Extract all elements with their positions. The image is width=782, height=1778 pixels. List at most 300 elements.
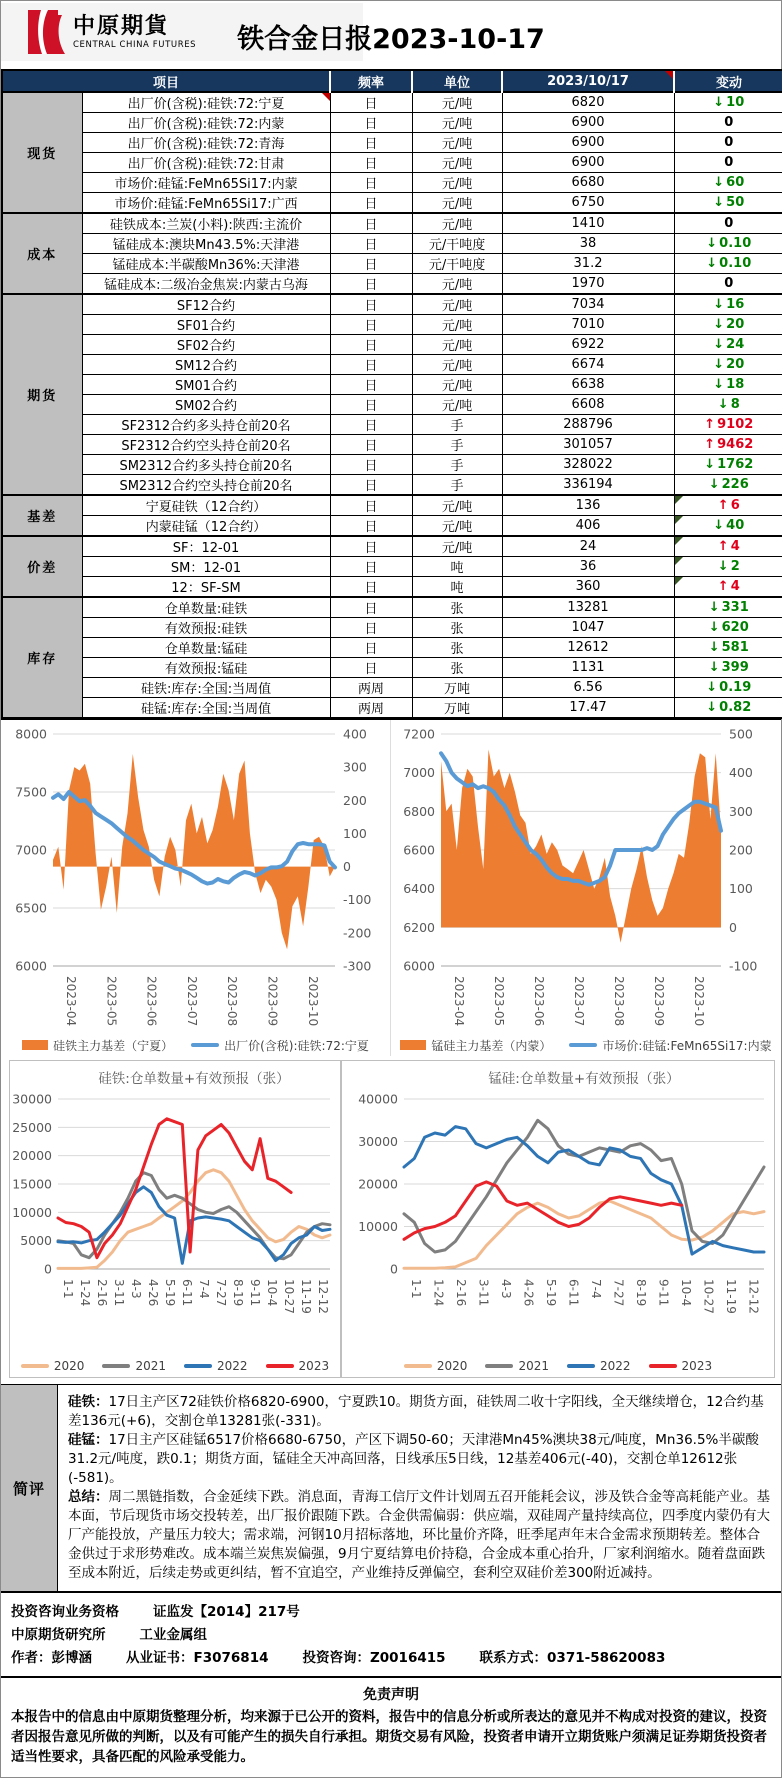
value-cell: 1131: [502, 658, 674, 678]
qualification-number: 证监发【2014】217号: [153, 1604, 300, 1620]
table-row: [2, 638, 782, 658]
right-axis-tick: 100: [343, 825, 367, 841]
item-cell: 仓单数量:锰硅: [82, 638, 330, 658]
value-cell: 36: [502, 557, 674, 577]
chart-canvas-mn-receipts: [342, 1063, 774, 1355]
comment-lead: 硅锰：: [68, 1432, 109, 1448]
table-row: [2, 658, 782, 678]
change-cell: 0: [674, 274, 782, 295]
legend-entry: [404, 1359, 468, 1373]
arrow-down-icon: ↓: [713, 297, 725, 312]
arrow-up-icon: ↑: [717, 498, 729, 513]
value-cell: 6.56: [502, 678, 674, 698]
left-axis-tick: 6400: [403, 881, 435, 897]
left-axis-tick: 30000: [12, 1091, 52, 1107]
x-axis-label: 2023-07: [572, 976, 586, 1027]
value-cell: 288796: [502, 415, 674, 435]
x-axis-label: 4-3: [498, 1279, 513, 1299]
item-cell: SM02合约: [82, 395, 330, 415]
x-axis-label: 12-12: [746, 1279, 761, 1314]
value-cell: 6900: [502, 113, 674, 133]
frequency-cell: 日: [330, 92, 412, 113]
unit-cell: 万吨: [412, 678, 502, 698]
table-row: [2, 395, 782, 415]
disclaimer-section: [1, 1678, 781, 1777]
change-value: 10: [726, 95, 745, 110]
unit-cell: 张: [412, 638, 502, 658]
right-axis-tick: 400: [729, 765, 753, 781]
header-frequency: 频率: [330, 70, 412, 92]
legend-swatch-icon: [21, 1364, 49, 1368]
table-row: [2, 557, 782, 577]
frequency-cell: 两周: [330, 698, 412, 719]
value-cell: 406: [502, 516, 674, 537]
frequency-cell: 日: [330, 294, 412, 315]
table-row: [2, 435, 782, 455]
arrow-down-icon: ↓: [713, 95, 725, 110]
unit-cell: 张: [412, 618, 502, 638]
change-cell: [674, 315, 782, 335]
frequency-cell: 日: [330, 495, 412, 516]
x-axis-label: 2023-06: [532, 976, 546, 1027]
chart-legend: [10, 1355, 340, 1377]
frequency-cell: 日: [330, 435, 412, 455]
chart-canvas-mn-basis: [391, 722, 779, 1034]
right-axis-tick: -200: [343, 925, 372, 941]
x-axis-label: 10-27: [281, 1279, 296, 1314]
category-cell: 期货: [2, 294, 82, 495]
x-axis-label: 2023-10: [692, 976, 706, 1027]
legend-swatch-icon: [485, 1364, 513, 1368]
value-cell: 6900: [502, 153, 674, 173]
arrow-up-icon: ↑: [704, 437, 716, 452]
left-axis-tick: 20000: [358, 1176, 398, 1192]
category-cell: 基差: [2, 495, 82, 536]
legend-entry: [22, 1037, 173, 1054]
change-value: 60: [726, 175, 745, 190]
item-cell: SF02合约: [82, 335, 330, 355]
unit-cell: 元/吨: [412, 92, 502, 113]
comment-section: [1, 1384, 781, 1591]
comment-paragraph: 硅铁：17日主产区72硅铁价格6820-6900，宁夏跌10。期货方面，硅铁周二收十字阳线，全天继续增仓，12合约基差136元(+6)，交割仓单13281张(-331)。: [68, 1394, 764, 1429]
left-axis-tick: 6000: [15, 958, 47, 974]
legend-swatch-icon: [567, 1364, 595, 1368]
table-row: [2, 516, 782, 537]
change-cell: [674, 597, 782, 618]
value-cell: 301057: [502, 435, 674, 455]
right-axis-tick: 200: [343, 792, 367, 808]
left-axis-tick: 0: [390, 1261, 398, 1277]
item-cell: 硅铁:库存:全国:当周值: [82, 678, 330, 698]
frequency-cell: 日: [330, 597, 412, 618]
footer-credentials: [1, 1591, 781, 1678]
frequency-cell: 日: [330, 516, 412, 537]
change-value: 16: [726, 297, 745, 312]
item-cell: SF01合约: [82, 315, 330, 335]
unit-cell: 元/吨: [412, 274, 502, 295]
unit-cell: 元/吨: [412, 335, 502, 355]
change-value: 9102: [717, 417, 754, 432]
change-value: 4: [730, 539, 740, 554]
arrow-down-icon: ↓: [713, 175, 725, 190]
item-cell: SF：12-01: [82, 536, 330, 557]
unit-cell: 元/吨: [412, 355, 502, 375]
right-axis-tick: -300: [343, 958, 372, 974]
table-row: [2, 495, 782, 516]
value-cell: 336194: [502, 475, 674, 496]
chart-sf-basis: [1, 720, 391, 1056]
item-cell: 市场价:硅锰:FeMn65Si17:内蒙: [82, 173, 330, 193]
table-row: [2, 113, 782, 133]
x-axis-label: 10-27: [701, 1279, 716, 1314]
change-cell: [674, 375, 782, 395]
frequency-cell: 日: [330, 213, 412, 234]
frequency-cell: 日: [330, 577, 412, 598]
item-cell: 锰硅成本:半碳酸Mn36%:天津港: [82, 254, 330, 274]
arrow-down-icon: ↓: [713, 357, 725, 372]
legend-swatch-icon: [22, 1040, 48, 1050]
legend-swatch-icon: [102, 1364, 130, 1368]
x-axis-label: 5-19: [543, 1279, 558, 1307]
left-axis-tick: 5000: [20, 1233, 52, 1249]
left-axis-tick: 40000: [358, 1091, 398, 1107]
x-axis-label: 2023-05: [104, 976, 119, 1027]
item-cell: 仓单数量:硅铁: [82, 597, 330, 618]
page-title: 铁合金日报2023-10-17: [237, 24, 545, 55]
unit-cell: 张: [412, 658, 502, 678]
arrow-down-icon: ↓: [708, 640, 720, 655]
left-axis-tick: 7500: [15, 784, 47, 800]
unit-cell: 张: [412, 597, 502, 618]
area-series: [441, 750, 721, 943]
value-cell: 7034: [502, 294, 674, 315]
change-cell: 0: [674, 213, 782, 234]
x-axis-label: 7-27: [213, 1279, 228, 1307]
value-cell: 38: [502, 234, 674, 254]
chart-title: 硅铁:仓单数量+有效预报（张）: [98, 1071, 290, 1087]
chart-legend: [391, 1034, 781, 1056]
category-cell: 价差: [2, 536, 82, 597]
header-change: 变动: [674, 70, 782, 92]
chart-sf-receipts: [9, 1060, 341, 1378]
right-axis-tick: 0: [729, 919, 737, 935]
item-cell: SM01合约: [82, 375, 330, 395]
value-cell: 6922: [502, 335, 674, 355]
left-axis-tick: 7000: [403, 765, 435, 781]
x-axis-label: 1-1: [60, 1279, 75, 1299]
value-cell: 24: [502, 536, 674, 557]
unit-cell: 元/吨: [412, 173, 502, 193]
line-series: [404, 1182, 682, 1239]
frequency-cell: 两周: [330, 678, 412, 698]
frequency-cell: 日: [330, 415, 412, 435]
unit-cell: 元/吨: [412, 536, 502, 557]
legend-label: 市场价:硅锰:FeMn65Si17:内蒙: [602, 1038, 772, 1053]
chart-legend: [1, 1034, 390, 1056]
legend-entry: [400, 1037, 551, 1054]
category-cell: 库存: [2, 597, 82, 718]
x-axis-label: 2023-05: [492, 976, 506, 1027]
value-cell: 6750: [502, 193, 674, 214]
frequency-cell: 日: [330, 658, 412, 678]
value-cell: 17.47: [502, 698, 674, 719]
table-row: [2, 618, 782, 638]
change-value: 6: [730, 498, 740, 513]
value-cell: 12612: [502, 638, 674, 658]
chart-mn-basis: [391, 720, 781, 1056]
logo-cn-text: 中原期貨: [73, 12, 170, 39]
x-axis-label: 2-16: [453, 1279, 468, 1307]
change-cell: [674, 495, 782, 516]
legend-entry: [102, 1359, 166, 1373]
table-row: [2, 536, 782, 557]
left-axis-tick: 10000: [358, 1219, 398, 1234]
value-cell: 6900: [502, 133, 674, 153]
arrow-down-icon: ↓: [708, 660, 720, 675]
item-cell: 12：SF-SM: [82, 577, 330, 598]
right-axis-tick: 400: [343, 726, 367, 742]
left-axis-tick: 6800: [403, 803, 435, 819]
author-name: 作者：彭博涵: [11, 1650, 92, 1666]
change-value: 620: [721, 620, 749, 635]
left-axis-tick: 8000: [15, 726, 47, 742]
item-cell: 锰硅成本:澳块Mn43.5%:天津港: [82, 234, 330, 254]
x-axis-label: 6-11: [566, 1279, 581, 1307]
left-axis-tick: 30000: [358, 1134, 398, 1149]
arrow-down-icon: ↓: [708, 620, 720, 635]
x-axis-label: 2023-07: [184, 976, 199, 1027]
value-cell: 1970: [502, 274, 674, 295]
unit-cell: 手: [412, 435, 502, 455]
x-axis-label: 10-4: [678, 1279, 693, 1307]
unit-cell: 元/吨: [412, 495, 502, 516]
x-axis-label: 8-19: [633, 1279, 648, 1307]
legend-swatch-icon: [191, 1043, 219, 1047]
table-row: [2, 234, 782, 254]
change-cell: [674, 698, 782, 719]
group-name: 工业金属组: [139, 1627, 207, 1643]
arrow-up-icon: ↑: [704, 417, 716, 432]
arrow-down-icon: ↓: [706, 256, 718, 271]
unit-cell: 元/吨: [412, 395, 502, 415]
arrow-down-icon: ↓: [713, 195, 725, 210]
change-cell: [674, 294, 782, 315]
chart-legend: [342, 1355, 774, 1377]
frequency-cell: 日: [330, 455, 412, 475]
legend-swatch-icon: [184, 1364, 212, 1368]
x-axis-label: 2023-09: [652, 976, 666, 1027]
change-value: 0.19: [719, 680, 752, 695]
right-axis-tick: -100: [343, 892, 372, 908]
legend-label: 2022: [217, 1359, 248, 1373]
table-row: [2, 698, 782, 719]
qualification-label: 投资咨询业务资格: [11, 1604, 119, 1620]
table-row: [2, 254, 782, 274]
item-cell: SM2312合约空头持仓前20名: [82, 475, 330, 496]
change-value: 2: [730, 559, 740, 574]
left-axis-tick: 7200: [403, 726, 435, 742]
change-cell: [674, 516, 782, 537]
arrow-down-icon: ↓: [717, 559, 729, 574]
x-axis-label: 1-24: [77, 1279, 92, 1307]
change-cell: [674, 678, 782, 698]
unit-cell: 元/吨: [412, 315, 502, 335]
item-cell: 出厂价(含税):硅铁:72:内蒙: [82, 113, 330, 133]
item-cell: SM12合约: [82, 355, 330, 375]
unit-cell: 元/干吨度: [412, 234, 502, 254]
legend-entry: [569, 1037, 771, 1054]
change-cell: [674, 435, 782, 455]
header-date: 2023/10/17: [502, 70, 674, 92]
arrow-down-icon: ↓: [713, 518, 725, 533]
value-cell: 7010: [502, 315, 674, 335]
change-cell: [674, 475, 782, 496]
unit-cell: 元/干吨度: [412, 254, 502, 274]
table-row: [2, 133, 782, 153]
item-cell: 锰硅成本:二级冶金焦炭:内蒙古乌海: [82, 274, 330, 295]
legend-label: 2020: [436, 1359, 468, 1373]
change-value: 331: [721, 600, 749, 615]
change-value: 20: [726, 317, 745, 332]
change-cell: [674, 173, 782, 193]
x-axis-label: 4-26: [145, 1279, 160, 1307]
header-unit: 单位: [412, 70, 502, 92]
change-cell: 0: [674, 133, 782, 153]
table-row: [2, 213, 782, 234]
logo-en-text: CENTRAL CHINA FUTURES: [73, 39, 197, 50]
left-axis-tick: 20000: [12, 1148, 52, 1164]
x-axis-label: 12-12: [315, 1279, 330, 1314]
basis-charts-row: [1, 719, 781, 1056]
table-row: [2, 375, 782, 395]
unit-cell: 手: [412, 415, 502, 435]
unit-cell: 吨: [412, 557, 502, 577]
chart-mn-receipts: [341, 1060, 775, 1378]
table-header-row: [2, 70, 782, 92]
table-row: [2, 355, 782, 375]
change-cell: [674, 92, 782, 113]
frequency-cell: 日: [330, 375, 412, 395]
frequency-cell: 日: [330, 557, 412, 577]
change-value: 1762: [717, 457, 754, 472]
legend-entry: [567, 1359, 631, 1373]
item-cell: SM：12-01: [82, 557, 330, 577]
table-row: [2, 274, 782, 295]
line-series: [404, 1127, 764, 1255]
item-cell: SF2312合约多头持仓前20名: [82, 415, 330, 435]
change-value: 40: [726, 518, 745, 533]
comment-label: 简评: [1, 1385, 58, 1591]
frequency-cell: 日: [330, 536, 412, 557]
table-row: [2, 315, 782, 335]
legend-label: 2021: [135, 1359, 166, 1373]
left-axis-tick: 6500: [15, 900, 47, 916]
change-cell: [674, 335, 782, 355]
change-value: 8: [730, 397, 740, 412]
logo-texts: [73, 12, 197, 50]
x-axis-label: 4-3: [128, 1279, 143, 1299]
table-row: [2, 92, 782, 113]
item-cell: 有效预报:硅铁: [82, 618, 330, 638]
legend-entry: [191, 1037, 369, 1054]
change-value: 18: [726, 377, 745, 392]
value-cell: 6820: [502, 92, 674, 113]
legend-entry: [485, 1359, 549, 1373]
unit-cell: 元/吨: [412, 375, 502, 395]
x-axis-label: 4-26: [521, 1279, 536, 1307]
frequency-cell: 日: [330, 315, 412, 335]
change-cell: [674, 658, 782, 678]
unit-cell: 手: [412, 455, 502, 475]
right-axis-tick: -100: [729, 958, 758, 974]
change-cell: 0: [674, 153, 782, 173]
left-axis-tick: 25000: [12, 1119, 52, 1135]
comment-lead: 总结：: [68, 1489, 109, 1505]
unit-cell: 元/吨: [412, 133, 502, 153]
frequency-cell: 日: [330, 193, 412, 214]
value-cell: 136: [502, 495, 674, 516]
legend-label: 硅铁主力基差（宁夏）: [53, 1038, 174, 1053]
comment-paragraph: 硅锰：17日主产区硅锰6517价格6680-6750，产区下调50-60；天津港Mn45%澳块38元/吨度，Mn36.5%半碳酸31.2元/吨度，跌0.1；期货方面，锰硅全天冲高回落，日线承压5日线，12基差406元(-40)，交割仓单12612张(-581)。: [68, 1432, 759, 1486]
x-axis-label: 6-11: [179, 1279, 194, 1307]
change-cell: [674, 557, 782, 577]
x-axis-label: 2023-04: [452, 976, 466, 1027]
table-row: [2, 415, 782, 435]
table-row: [2, 577, 782, 598]
item-cell: 出厂价(含税):硅铁:72:甘肃: [82, 153, 330, 173]
line-series: [58, 1119, 291, 1258]
item-cell: 市场价:硅锰:FeMn65Si17:广西: [82, 193, 330, 214]
change-value: 20: [726, 357, 745, 372]
left-axis-tick: 10000: [12, 1204, 52, 1220]
x-axis-label: 11-19: [723, 1279, 738, 1314]
legend-entry: [21, 1359, 85, 1373]
table-row: [2, 597, 782, 618]
change-value: 0.82: [719, 700, 752, 715]
frequency-cell: 日: [330, 113, 412, 133]
change-cell: [674, 355, 782, 375]
x-axis-label: 7-27: [611, 1279, 626, 1307]
x-axis-label: 2023-10: [305, 976, 320, 1027]
arrow-down-icon: ↓: [713, 317, 725, 332]
table-row: [2, 475, 782, 496]
left-axis-tick: 7000: [15, 842, 47, 858]
value-cell: 328022: [502, 455, 674, 475]
legend-entry: [649, 1359, 713, 1373]
value-cell: 1047: [502, 618, 674, 638]
change-value: 9462: [717, 437, 754, 452]
x-axis-label: 1-1: [408, 1279, 423, 1299]
x-axis-label: 9-11: [656, 1279, 671, 1307]
unit-cell: 元/吨: [412, 516, 502, 537]
legend-label: 出厂价(含税):硅铁:72:宁夏: [224, 1038, 369, 1053]
change-cell: [674, 455, 782, 475]
table-row: [2, 153, 782, 173]
item-cell: 硅铁成本:兰炭(小料):陕西:主流价: [82, 213, 330, 234]
change-cell: [674, 536, 782, 557]
arrow-up-icon: ↑: [717, 539, 729, 554]
table-row: [2, 455, 782, 475]
item-cell: SF2312合约空头持仓前20名: [82, 435, 330, 455]
left-axis-tick: 15000: [12, 1176, 52, 1192]
left-axis-tick: 6200: [403, 919, 435, 935]
legend-swatch-icon: [400, 1040, 426, 1050]
legend-label: 2023: [298, 1359, 330, 1373]
table-row: [2, 294, 782, 315]
legend-label: 2020: [53, 1359, 85, 1373]
change-value: 226: [721, 477, 749, 492]
unit-cell: 手: [412, 475, 502, 496]
